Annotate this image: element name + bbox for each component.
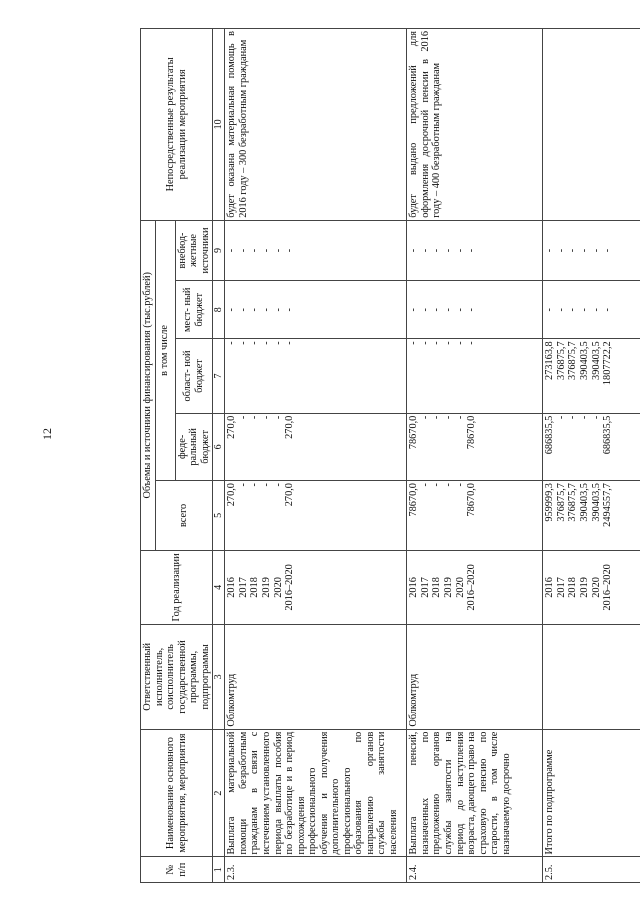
- col-number: 9: [213, 220, 225, 280]
- col-number: 8: [213, 281, 225, 339]
- local-values: [407, 281, 543, 339]
- col-number: 4: [213, 550, 225, 624]
- header-including: в том числе: [155, 220, 175, 480]
- local-value: -: [272, 308, 284, 312]
- regional-value: -: [260, 341, 272, 345]
- total-value: -: [454, 483, 466, 487]
- federal-value: -: [442, 415, 454, 420]
- year-list: [225, 550, 407, 624]
- regional-value: -: [272, 341, 284, 345]
- col-number: 2: [213, 729, 225, 857]
- total-values: [543, 481, 640, 551]
- header-total: всего: [155, 481, 213, 551]
- row-number: 2.3.: [225, 857, 407, 883]
- activity-name: Выплата пенсий, назначенных по предложению органов службы занятости на период до наступления возраста, дающего право на страховую пенсию по старости, в том числе назначаемую досрочно: [407, 729, 543, 857]
- federal-value: 78670,0: [466, 415, 478, 450]
- local-value: -: [578, 308, 590, 312]
- total-value: -: [431, 483, 443, 487]
- executor: Облкомтруд: [225, 625, 407, 730]
- federal-value: -: [237, 415, 249, 420]
- local-value: -: [260, 308, 272, 312]
- table-row: [407, 29, 543, 883]
- header-local: мест- ный бюджет: [175, 281, 213, 339]
- year-value: 2016: [544, 577, 556, 598]
- offbudget-value: -: [408, 248, 420, 253]
- header-federal: феде- ральный бюджет: [175, 413, 213, 480]
- offbudget-value: -: [578, 248, 590, 253]
- federal-value: -: [249, 415, 261, 420]
- offbudget-value: -: [602, 248, 614, 253]
- activity-result: будет выдано предложений для оформления досрочной пенсии в 2016 году – 400 безработным гражданам: [407, 29, 543, 221]
- year-value: 2017: [555, 577, 567, 598]
- local-value: -: [226, 308, 238, 312]
- regional-value: -: [431, 341, 443, 345]
- col-number: 10: [213, 29, 225, 221]
- year-value: 2018: [567, 577, 579, 598]
- activity-result: [543, 29, 640, 221]
- offbudget-value: -: [249, 248, 261, 253]
- col-number: 6: [213, 413, 225, 480]
- federal-value: -: [578, 415, 590, 420]
- year-value: 2018: [431, 577, 443, 598]
- total-value: 390403,5: [590, 483, 602, 522]
- header-year: Год реализации: [141, 550, 213, 624]
- header-name: Наименование основного мероприятия, мероприятия: [141, 729, 213, 857]
- rotated-table-container: [140, 28, 632, 883]
- local-value: -: [567, 308, 579, 312]
- regional-value: -: [249, 341, 261, 345]
- total-values: [407, 481, 543, 551]
- federal-value: -: [431, 415, 443, 420]
- offbudget-value: -: [260, 248, 272, 253]
- year-value: 2016–2020: [602, 564, 614, 611]
- year-value: 2020: [272, 577, 284, 598]
- regional-value: 376875,7: [555, 341, 567, 380]
- total-value: 78670,0: [408, 483, 420, 517]
- offbudget-values: [225, 220, 407, 280]
- federal-values: [543, 413, 640, 480]
- regional-values: [543, 339, 640, 413]
- regional-value: -: [408, 341, 420, 345]
- regional-value: -: [454, 341, 466, 345]
- offbudget-value: -: [442, 248, 454, 253]
- table-row: [225, 29, 407, 883]
- local-value: -: [544, 308, 556, 312]
- local-values: [543, 281, 640, 339]
- year-list: [407, 550, 543, 624]
- offbudget-value: -: [431, 248, 443, 253]
- year-value: 2016: [408, 577, 420, 598]
- regional-value: -: [237, 341, 249, 345]
- year-value: 2019: [442, 577, 454, 598]
- regional-value: -: [226, 341, 238, 345]
- offbudget-value: -: [454, 248, 466, 253]
- total-value: 2494557,7: [602, 483, 614, 527]
- federal-value: 78670,0: [408, 415, 420, 450]
- executor: Облкомтруд: [407, 625, 543, 730]
- year-value: 2017: [237, 577, 249, 598]
- total-value: -: [272, 483, 284, 487]
- offbudget-value: -: [237, 248, 249, 253]
- offbudget-values: [543, 220, 640, 280]
- col-number: 7: [213, 339, 225, 413]
- header-num: № п/п: [141, 857, 213, 883]
- regional-value: 390403,5: [590, 341, 602, 380]
- total-value: -: [260, 483, 272, 487]
- offbudget-value: -: [590, 248, 602, 253]
- regional-value: 273163,8: [544, 341, 556, 380]
- total-value: 270,0: [284, 483, 296, 507]
- table-row: [543, 29, 640, 883]
- header-offbudget: внебюд- жетные источники: [175, 220, 213, 280]
- total-value: 376875,7: [567, 483, 579, 522]
- local-value: -: [419, 308, 431, 312]
- program-table: [140, 28, 640, 883]
- total-value: 376875,7: [555, 483, 567, 522]
- regional-value: -: [284, 341, 296, 345]
- year-value: 2020: [454, 577, 466, 598]
- total-values: [225, 481, 407, 551]
- total-value: 959999,3: [544, 483, 556, 522]
- federal-value: 686835,5: [544, 415, 556, 455]
- header-results: Непосредственные результаты реализации мероприятия: [141, 29, 213, 221]
- header-executor: Ответственный исполнитель, соисполнитель государственной программы, подпрограммы: [141, 625, 213, 730]
- total-value: -: [419, 483, 431, 487]
- year-value: 2020: [590, 577, 602, 598]
- local-value: -: [454, 308, 466, 312]
- regional-value: -: [466, 341, 478, 345]
- local-value: -: [442, 308, 454, 312]
- page-number: 12: [40, 428, 54, 440]
- federal-value: -: [555, 415, 567, 420]
- total-value: 270,0: [226, 483, 238, 507]
- col-number: 3: [213, 625, 225, 730]
- regional-value: 376875,7: [567, 341, 579, 380]
- activity-result: будет оказана материальная помощь в 2016 году – 300 безработным гражданам: [225, 29, 407, 221]
- year-value: 2019: [260, 577, 272, 598]
- federal-value: -: [454, 415, 466, 420]
- total-value: -: [249, 483, 261, 487]
- offbudget-value: -: [544, 248, 556, 253]
- federal-values: [407, 413, 543, 480]
- year-list: [543, 550, 640, 624]
- federal-value: 686835,5: [602, 415, 614, 455]
- local-value: -: [590, 308, 602, 312]
- local-value: -: [249, 308, 261, 312]
- regional-value: -: [442, 341, 454, 345]
- local-values: [225, 281, 407, 339]
- local-value: -: [237, 308, 249, 312]
- offbudget-value: -: [567, 248, 579, 253]
- federal-value: -: [419, 415, 431, 420]
- year-value: 2016–2020: [466, 564, 478, 611]
- total-value: 390403,5: [578, 483, 590, 522]
- header-financing: Объемы и источники финансирования (тыс.рублей): [141, 220, 156, 550]
- offbudget-value: -: [226, 248, 238, 253]
- col-number: 5: [213, 481, 225, 551]
- total-value: 78670,0: [466, 483, 478, 517]
- offbudget-value: -: [466, 248, 478, 253]
- federal-value: 270,0: [284, 415, 296, 439]
- year-value: 2018: [249, 577, 261, 598]
- header-regional: област- ной бюджет: [175, 339, 213, 413]
- year-value: 2016–2020: [284, 564, 296, 611]
- total-value: -: [442, 483, 454, 487]
- total-value: -: [237, 483, 249, 487]
- federal-value: 270,0: [226, 415, 238, 439]
- activity-name: Итого по подпрограмме: [543, 729, 640, 857]
- offbudget-value: -: [555, 248, 567, 253]
- local-value: -: [555, 308, 567, 312]
- offbudget-value: -: [272, 248, 284, 253]
- offbudget-value: -: [419, 248, 431, 253]
- offbudget-value: -: [284, 248, 296, 253]
- federal-value: -: [260, 415, 272, 420]
- col-number: 1: [213, 857, 225, 883]
- local-value: -: [284, 308, 296, 312]
- row-number: 2.5.: [543, 857, 640, 883]
- local-value: -: [602, 308, 614, 312]
- federal-value: -: [567, 415, 579, 420]
- offbudget-values: [407, 220, 543, 280]
- local-value: -: [466, 308, 478, 312]
- activity-name: Выплата материальной помощи безработным гражданам в связи с истечением установленного периода выплаты пособия по безработице и в период прохождения профессионального обучения и получения дополнительного профессионального образования по направлению органов службы занятости населения: [225, 729, 407, 857]
- regional-value: 390403,5: [578, 341, 590, 380]
- local-value: -: [431, 308, 443, 312]
- federal-value: -: [272, 415, 284, 420]
- federal-value: -: [590, 415, 602, 420]
- row-number: 2.4.: [407, 857, 543, 883]
- year-value: 2017: [419, 577, 431, 598]
- regional-value: 1807722,2: [602, 341, 614, 386]
- regional-value: -: [419, 341, 431, 345]
- local-value: -: [408, 308, 420, 312]
- executor: [543, 625, 640, 730]
- regional-values: [407, 339, 543, 413]
- year-value: 2016: [226, 577, 238, 598]
- federal-values: [225, 413, 407, 480]
- year-value: 2019: [578, 577, 590, 598]
- regional-values: [225, 339, 407, 413]
